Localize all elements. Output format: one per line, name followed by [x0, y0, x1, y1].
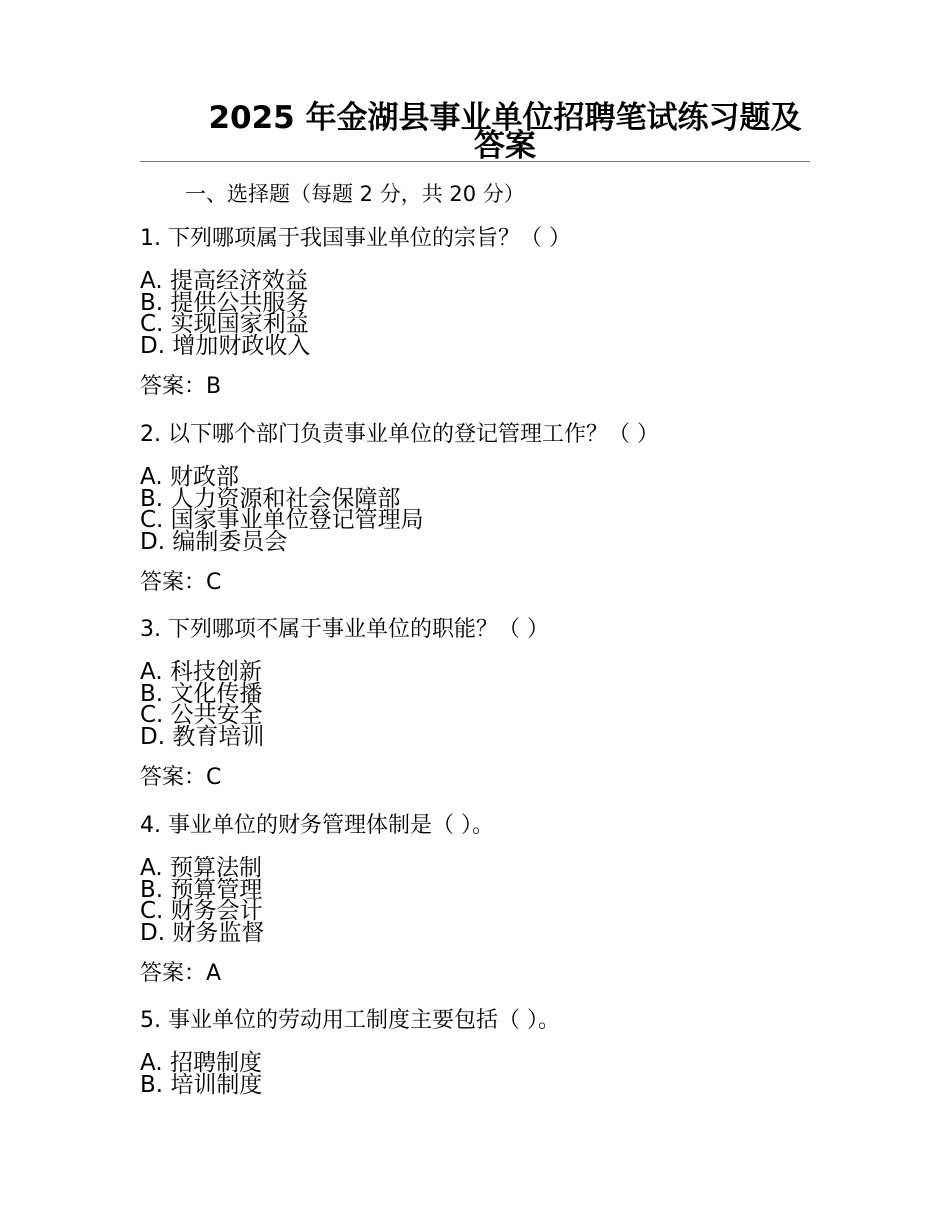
document-title: 2025 年金湖县事业单位招聘笔试练习题及答案: [208, 100, 802, 164]
option-list: [140, 268, 820, 359]
section-heading: 一、选择题（每题 2 分，共 20 分）: [185, 182, 525, 206]
title-underline: [140, 161, 810, 162]
question-stem: 2. 以下哪个部门负责事业单位的登记管理工作？（ ）: [140, 422, 659, 447]
option-d: D. 财务监督: [140, 919, 265, 946]
question-block-5: [140, 1007, 820, 1096]
question-block-2: [140, 421, 820, 597]
option-b: B. 提供公共服务: [140, 289, 309, 316]
question-stem: 3. 下列哪项不属于事业单位的职能？（ ）: [140, 617, 549, 642]
option-b: B. 人力资源和社会保障部: [140, 485, 401, 512]
option-c: C. 国家事业单位登记管理局: [140, 507, 424, 533]
answer-line: 答案：C: [140, 570, 222, 595]
answer-line: 答案：C: [140, 765, 222, 790]
option-list: [140, 464, 820, 555]
option-a: A. 招聘制度: [140, 1050, 262, 1076]
option-b: B. 文化传播: [140, 680, 263, 707]
question-stem: 5. 事业单位的劳动用工制度主要包括（ ）。: [140, 1008, 560, 1033]
question-stem: 1. 下列哪项属于我国事业单位的宗旨？（ ）: [140, 226, 571, 251]
option-a: A. 预算法制: [140, 855, 262, 881]
option-b: B. 预算管理: [140, 876, 263, 903]
question-block-4: [140, 812, 820, 988]
option-c: C. 实现国家利益: [140, 311, 309, 337]
option-a: A. 财政部: [140, 464, 239, 490]
option-a: A. 提高经济效益: [140, 268, 308, 294]
option-d: D. 教育培训: [140, 723, 265, 750]
question-stem: 4. 事业单位的财务管理体制是（ ）。: [140, 813, 494, 838]
option-c: C. 公共安全: [140, 702, 263, 728]
answer-line: 答案：A: [140, 961, 222, 986]
option-a: A. 科技创新: [140, 659, 262, 685]
question-block-1: [140, 225, 820, 401]
option-list: [140, 1050, 820, 1098]
option-list: [140, 659, 820, 750]
option-c: C. 财务会计: [140, 898, 263, 924]
answer-line: 答案：B: [140, 374, 222, 399]
option-d: D. 增加财政收入: [140, 332, 311, 359]
option-b: B. 培训制度: [140, 1071, 263, 1098]
question-block-3: [140, 616, 820, 792]
option-list: [140, 855, 820, 946]
option-d: D. 编制委员会: [140, 528, 288, 555]
